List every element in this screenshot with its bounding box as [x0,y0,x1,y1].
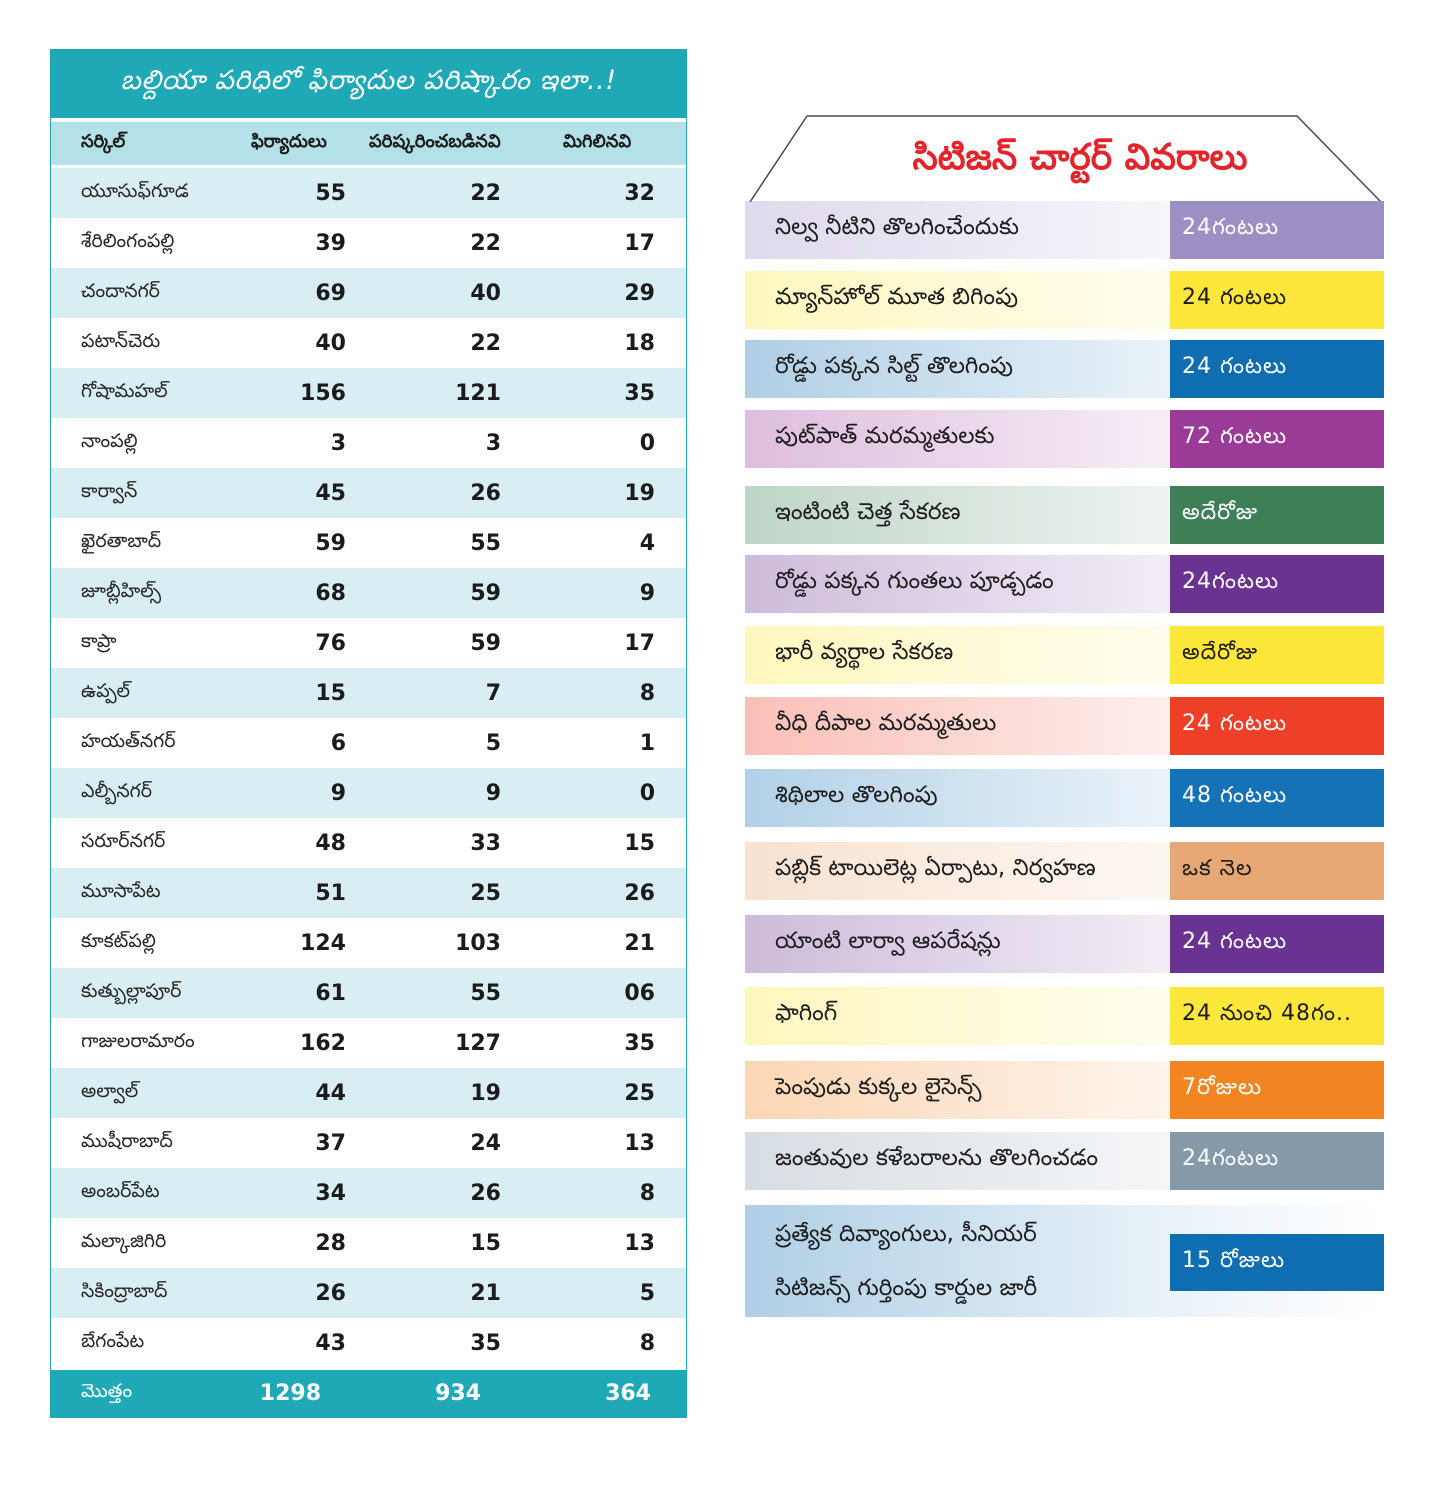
table-row [51,218,686,268]
row-complaints: 156 [300,380,346,406]
row-resolved: 26 [470,480,501,506]
row-remaining: 06 [624,980,655,1006]
row-circle: పటాన్‌చెరు [81,329,161,352]
table-row [51,1318,686,1368]
row-remaining: 19 [624,480,655,506]
row-remaining: 35 [624,380,655,406]
row-circle: గాజులరామారం [81,1029,195,1052]
charter-service: జంతువుల కళేబరాలను తొలగించడం [775,1145,1099,1171]
charter-item [745,340,1384,398]
row-resolved: 103 [455,930,501,956]
header-resolved: పరిష్కరించబడినవి [369,131,501,152]
row-circle: కార్వాన్ [81,479,138,502]
charter-item [745,271,1384,329]
table-row [51,1268,686,1318]
total-resolved: 934 [435,1381,481,1406]
header-circle: సర్కిల్ [81,131,126,152]
table-row [51,618,686,668]
row-remaining: 9 [639,580,655,606]
charter-service: యాంటి లార్వా ఆపరేషన్లు [775,928,1001,954]
charter-service: పెంపుడు కుక్కల లైసెన్స్ [775,1074,982,1100]
row-resolved: 35 [470,1330,501,1356]
table-row [51,518,686,568]
charter-service-line: ప్రత్యేక దివ్యాంగులు, సీనియర్ [775,1221,1037,1247]
row-circle: కాప్రా [81,629,117,652]
row-resolved: 59 [470,580,501,606]
charter-item [745,842,1384,900]
row-resolved: 55 [470,980,501,1006]
row-complaints: 44 [315,1080,346,1106]
row-complaints: 48 [315,830,346,856]
row-resolved: 59 [470,630,501,656]
charter-item [745,626,1384,684]
row-remaining: 0 [639,780,655,806]
table-title: బల్దియా పరిధిలో ఫిర్యాదుల పరిష్కారం ఇలా..! [51,50,686,118]
charter-item [745,769,1384,827]
charter-timeframe: అదేరోజు [1170,486,1384,544]
table-row [51,768,686,818]
row-resolved: 25 [470,880,501,906]
row-circle: శేరిలింగంపల్లి [81,229,175,252]
table-row [51,418,686,468]
row-complaints: 68 [315,580,346,606]
row-circle: యూసుఫ్‌గూడ [81,179,189,202]
row-complaints: 3 [330,430,346,456]
row-remaining: 0 [639,430,655,456]
row-circle: కుత్బుల్లాపూర్ [81,979,182,1002]
row-complaints: 39 [315,230,346,256]
row-remaining: 1 [639,730,655,756]
row-complaints: 124 [300,930,346,956]
row-remaining: 18 [624,330,655,356]
row-circle: మల్కాజిగిరి [81,1229,167,1252]
charter-timeframe: 24 గంటలు [1170,915,1384,973]
charter-service-line: సిటిజన్స్ గుర్తింపు కార్డుల జారీ [775,1275,1038,1301]
row-complaints: 6 [330,730,346,756]
charter-title: సిటిజన్ చార్టర్ వివరాలు [912,137,1248,178]
charter-item [745,915,1384,973]
row-circle: జూబ్లీహిల్స్ [81,579,162,602]
row-circle: సికింద్రాబాద్ [81,1279,168,1302]
row-circle: ముషీరాబాద్ [81,1129,173,1152]
row-complaints: 69 [315,280,346,306]
row-complaints: 45 [315,480,346,506]
row-complaints: 61 [315,980,346,1006]
row-resolved: 9 [485,780,501,806]
charter-service: పబ్లిక్ టాయిలెట్ల ఏర్పాటు, నిర్వహణ [775,855,1096,881]
row-resolved: 5 [485,730,501,756]
row-resolved: 22 [470,330,501,356]
table-row [51,1218,686,1268]
charter-item [745,486,1384,544]
row-remaining: 8 [639,1330,655,1356]
table-row [51,818,686,868]
row-remaining: 17 [624,630,655,656]
charter-timeframe: ఒక నెల [1170,842,1384,900]
row-resolved: 40 [470,280,501,306]
row-circle: ఎల్బీనగర్ [81,779,153,802]
row-complaints: 34 [315,1180,346,1206]
row-circle: నాంపల్లి [81,429,138,452]
row-complaints: 55 [315,180,346,206]
charter-timeframe: 24గంటలు [1170,201,1384,259]
row-resolved: 3 [485,430,501,456]
row-remaining: 26 [624,880,655,906]
charter-timeframe: 72 గంటలు [1170,410,1384,468]
charter-timeframe: 24 గంటలు [1170,340,1384,398]
charter-item [745,697,1384,755]
charter-service: పుట్‌పాత్ మరమ్మతులకు [775,423,995,449]
charter-timeframe: 24గంటలు [1170,1132,1384,1190]
charter-timeframe: 48 గంటలు [1170,769,1384,827]
row-remaining: 25 [624,1080,655,1106]
charter-service: భారీ వ్యర్థాల సేకరణ [775,639,954,665]
row-complaints: 76 [315,630,346,656]
charter-timeframe: 24గంటలు [1170,555,1384,613]
row-resolved: 7 [485,680,501,706]
charter-item [745,201,1384,259]
table-row [51,918,686,968]
charter-service: నిల్వ నీటిని తొలగించేందుకు [775,214,1019,240]
charter-service: వీధి దీపాల మరమ్మతులు [775,710,997,736]
row-circle: ఖైరతాబాద్ [81,529,162,552]
row-complaints: 51 [315,880,346,906]
row-complaints: 59 [315,530,346,556]
row-resolved: 24 [470,1130,501,1156]
row-remaining: 13 [624,1130,655,1156]
row-complaints: 37 [315,1130,346,1156]
charter-timeframe: 24 గంటలు [1170,271,1384,329]
charter-service: ఇంటింటి చెత్త సేకరణ [775,499,961,525]
row-remaining: 13 [624,1230,655,1256]
row-resolved: 15 [470,1230,501,1256]
table-header-row [51,118,686,165]
charter-item [745,1061,1384,1119]
table-row [51,718,686,768]
row-resolved: 22 [470,230,501,256]
row-circle: సరూర్‌నగర్ [81,829,166,852]
row-circle: మూసాపేట [81,879,161,902]
charter-service: మ్యాన్‌హోల్ మూత బిగింపు [775,284,1019,310]
row-resolved: 127 [455,1030,501,1056]
complaints-table [50,49,687,1418]
row-circle: గోషామహల్ [81,379,168,402]
table-row [51,568,686,618]
row-remaining: 5 [639,1280,655,1306]
charter-item [745,410,1384,468]
table-row [51,668,686,718]
row-circle: చందానగర్ [81,279,160,302]
row-complaints: 43 [315,1330,346,1356]
row-remaining: 8 [639,680,655,706]
charter-service [745,1205,1170,1317]
header-remaining: మిగిలినవి [563,131,632,152]
charter-timeframe: 15 రోజులు [1170,1234,1384,1291]
charter-timeframe: 7రోజులు [1170,1061,1384,1119]
table-row [51,868,686,918]
charter-item [745,1205,1384,1317]
row-remaining: 17 [624,230,655,256]
row-remaining: 32 [624,180,655,206]
table-row [51,268,686,318]
table-row [51,1018,686,1068]
row-resolved: 33 [470,830,501,856]
row-complaints: 9 [330,780,346,806]
row-remaining: 15 [624,830,655,856]
table-row [51,968,686,1018]
charter-service: శిథిలాల తొలగింపు [775,782,938,808]
charter-timeframe: అదేరోజు [1170,626,1384,684]
header-complaints: ఫిర్యాదులు [251,131,327,152]
row-complaints: 26 [315,1280,346,1306]
row-resolved: 21 [470,1280,501,1306]
table-body [51,168,686,1368]
table-row [51,168,686,218]
table-row [51,318,686,368]
table-row [51,368,686,418]
row-complaints: 162 [300,1030,346,1056]
charter-service: ఫాగింగ్ [775,1000,838,1026]
charter-service: రోడ్డు పక్కన గుంతలు పూడ్చడం [775,568,1054,594]
total-label: మొత్తం [81,1380,133,1402]
row-circle: హయత్‌నగర్ [81,729,176,752]
charter-service: రోడ్డు పక్కన సిల్ట్ తొలగింపు [775,353,1013,379]
table-row [51,1118,686,1168]
table-total-row [51,1370,686,1417]
table-row [51,468,686,518]
row-circle: కూకట్‌పల్లి [81,929,156,952]
charter-item [745,555,1384,613]
row-resolved: 26 [470,1180,501,1206]
row-resolved: 121 [455,380,501,406]
charter-timeframe: 24 గంటలు [1170,697,1384,755]
row-remaining: 35 [624,1030,655,1056]
row-circle: ఉప్పల్ [81,679,131,702]
row-remaining: 29 [624,280,655,306]
row-resolved: 19 [470,1080,501,1106]
table-row [51,1068,686,1118]
total-remaining: 364 [605,1381,651,1406]
total-complaints: 1298 [259,1381,321,1406]
row-complaints: 28 [315,1230,346,1256]
table-row [51,1168,686,1218]
charter-timeframe: 24 నుంచి 48గం.. [1170,987,1384,1045]
charter-item [745,1132,1384,1190]
row-circle: అంబర్‌పేట [81,1179,160,1202]
row-remaining: 21 [624,930,655,956]
row-complaints: 40 [315,330,346,356]
row-resolved: 22 [470,180,501,206]
row-resolved: 55 [470,530,501,556]
row-remaining: 4 [639,530,655,556]
row-complaints: 15 [315,680,346,706]
row-remaining: 8 [639,1180,655,1206]
row-circle: అల్వాల్ [81,1079,139,1102]
row-circle: బేగంపేట [81,1329,145,1352]
charter-item [745,987,1384,1045]
